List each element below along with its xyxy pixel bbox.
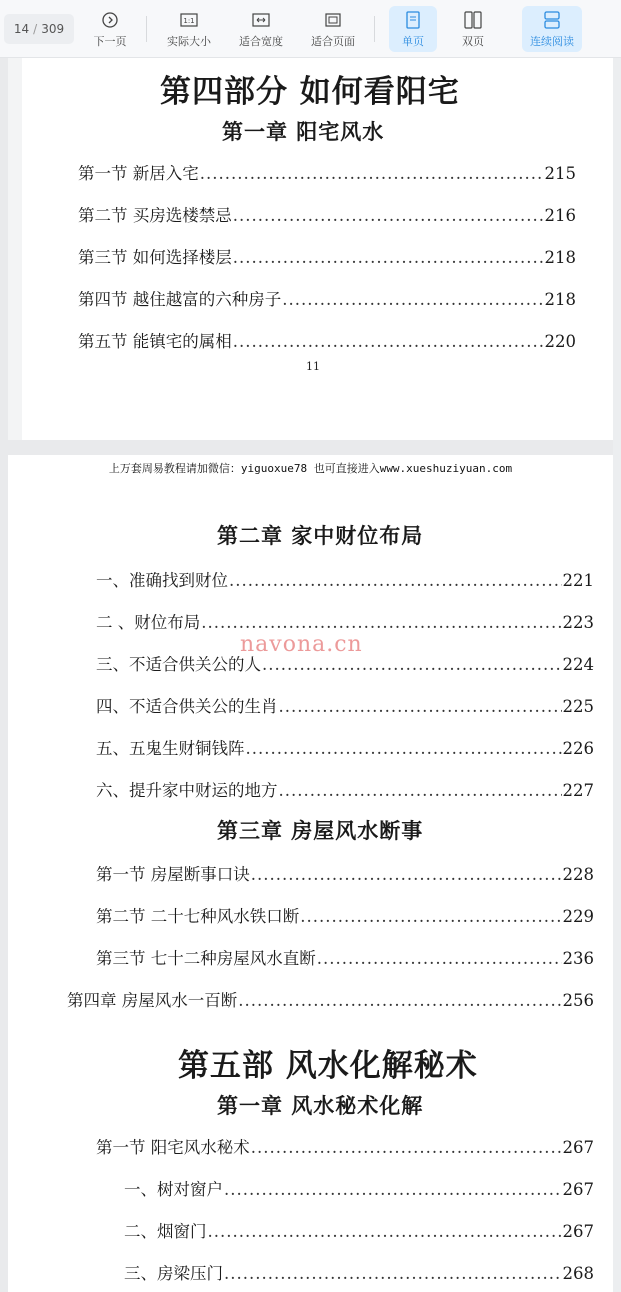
part-title: 第四部分 如何看阳宅 [160,74,460,110]
page-margin-shade [8,58,22,440]
toc-leader-dots [246,739,562,758]
toc-entry[interactable] [78,286,576,310]
toc-entry-page: 227 [562,781,594,800]
toc-entry-label: 第一节 新居入宅 [78,164,199,183]
toc-entry-page: 224 [562,655,594,674]
toc-leader-dots [229,571,562,590]
toc-leader-dots [233,206,544,225]
toc-leader-dots [201,613,561,632]
toc-leader-dots [251,865,562,884]
actual-size-button[interactable] [162,6,216,52]
toc-entry-label: 一、树对窗户 [124,1180,223,1199]
page-number: 11 [306,360,320,373]
toc-entry[interactable] [78,244,576,268]
toc-leader-dots [279,697,562,716]
toc-entry-label: 第二节 买房选楼禁忌 [78,206,232,225]
toc-entry-label: 五、五鬼生财铜钱阵 [96,739,245,758]
total-pages: 309 [41,22,65,36]
toc-entry-label: 第一节 阳宅风水秘术 [96,1138,250,1157]
double-page-label: 双页 [462,34,484,48]
toc-entry[interactable] [78,202,576,226]
toc-entry[interactable] [96,693,594,717]
toc-leader-dots [279,781,562,800]
next-page-button[interactable] [88,6,132,52]
toc-leader-dots [200,164,544,183]
toc-entry-label: 四、不适合供关公的生肖 [96,697,278,716]
toc-leader-dots [224,1264,562,1283]
double-page-icon [463,10,483,30]
continuous-reading-label: 连续阅读 [530,34,574,48]
part-title: 第五部 风水化解秘术 [178,1048,478,1084]
toc-entry-page: 229 [562,907,594,926]
toc-entry-page: 267 [562,1138,594,1157]
toc-entry[interactable] [96,609,594,633]
toc-entry[interactable] [96,735,594,759]
toc-entry[interactable] [124,1260,594,1284]
toc-entry-page: 225 [562,697,594,716]
fit-width-label: 适合宽度 [239,34,283,48]
toc-entry-page: 216 [544,206,576,225]
toc-leader-dots [238,991,561,1010]
toc-entry-page: 215 [544,164,576,183]
toc-entry-label: 六、提升家中财运的地方 [96,781,278,800]
toc-leader-dots [208,1222,562,1241]
toc-leader-dots [224,1180,562,1199]
fit-page-label: 适合页面 [311,34,355,48]
watermark-text: navona.cn [240,632,363,657]
toc-entry-label: 第五节 能镇宅的属相 [78,332,232,351]
toc-entry-label: 三、不适合供关公的人 [96,655,261,674]
continuous-reading-icon [542,10,562,30]
single-page-button[interactable] [389,6,437,52]
toc-entry-page: 236 [562,949,594,968]
toc-leader-dots [233,332,544,351]
promo-banner-text: 上万套周易教程请加微信：yiguoxue78 也可直接进入www.xueshuziyuan.com [108,462,513,475]
single-page-label: 单页 [402,34,424,48]
chapter-title: 第一章 风水秘术化解 [217,1093,424,1118]
toc-leader-dots [251,1138,562,1157]
toc-entry-page: 218 [544,290,576,309]
toc-entry-page: 218 [544,248,576,267]
current-page-number[interactable]: 14 [13,22,30,36]
toc-entry[interactable] [96,945,594,969]
toc-entry[interactable] [96,777,594,801]
toc-entry[interactable] [67,987,594,1011]
next-page-label: 下一页 [93,34,127,48]
toc-leader-dots [317,949,562,968]
toc-entry-label: 三、房梁压门 [124,1264,223,1283]
toc-leader-dots [300,907,561,926]
chapter-title: 第一章 阳宅风水 [222,119,385,144]
toc-entry[interactable] [124,1218,594,1242]
toc-leader-dots [282,290,543,309]
toc-entry-page: 267 [562,1222,594,1241]
single-page-icon [403,10,423,30]
page-separator: / [33,22,38,36]
toc-entry-page: 226 [562,739,594,758]
toc-entry-label: 第三节 如何选择楼层 [78,248,232,267]
toc-entry-page: 228 [562,865,594,884]
fit-width-icon [251,10,271,30]
toc-leader-dots [262,655,562,674]
toc-leader-dots [233,248,544,267]
chapter-title: 第三章 房屋风水断事 [217,818,424,843]
toc-entry-page: 268 [562,1264,594,1283]
toc-entry[interactable] [78,328,576,352]
continuous-reading-button[interactable] [522,6,582,52]
fit-page-button[interactable] [306,6,360,52]
toc-entry-label: 第三节 七十二种房屋风水直断 [96,949,316,968]
page-gap [0,440,621,455]
actual-size-label: 实际大小 [167,34,211,48]
toc-entry-page: 256 [562,991,594,1010]
toolbar-divider [374,16,375,42]
toc-entry[interactable] [78,160,576,184]
double-page-button[interactable] [450,6,496,52]
toc-entry[interactable] [96,567,594,591]
svg-text:1:1: 1:1 [183,16,195,25]
toc-entry-label: 二 、财位布局 [96,613,201,632]
toc-entry-label: 第一节 房屋断事口诀 [96,865,250,884]
toc-entry-label: 第二节 二十七种风水铁口断 [96,907,300,926]
toc-entry-label: 第四章 房屋风水一百断 [67,991,238,1010]
toc-entry[interactable] [124,1176,594,1200]
toc-entry[interactable] [96,1134,594,1158]
toc-entry-label: 第四节 越住越富的六种房子 [78,290,282,309]
toc-entry[interactable] [96,861,594,885]
toolbar-divider [146,16,147,42]
toc-entry-page: 223 [562,613,594,632]
toc-entry-label: 二、烟窗门 [124,1222,207,1241]
toc-entry-page: 267 [562,1180,594,1199]
toc-entry-label: 一、准确找到财位 [96,571,228,590]
toc-entry[interactable] [96,903,594,927]
page-indicator[interactable] [4,14,74,44]
toc-entry-page: 221 [562,571,594,590]
next-page-icon [100,10,120,30]
actual-size-icon [179,10,199,30]
reader-toolbar [0,0,621,58]
fit-page-icon [323,10,343,30]
toc-entry-page: 220 [544,332,576,351]
chapter-title: 第二章 家中财位布局 [217,523,424,548]
fit-width-button[interactable] [234,6,288,52]
scrollbar-track[interactable] [613,58,621,1292]
